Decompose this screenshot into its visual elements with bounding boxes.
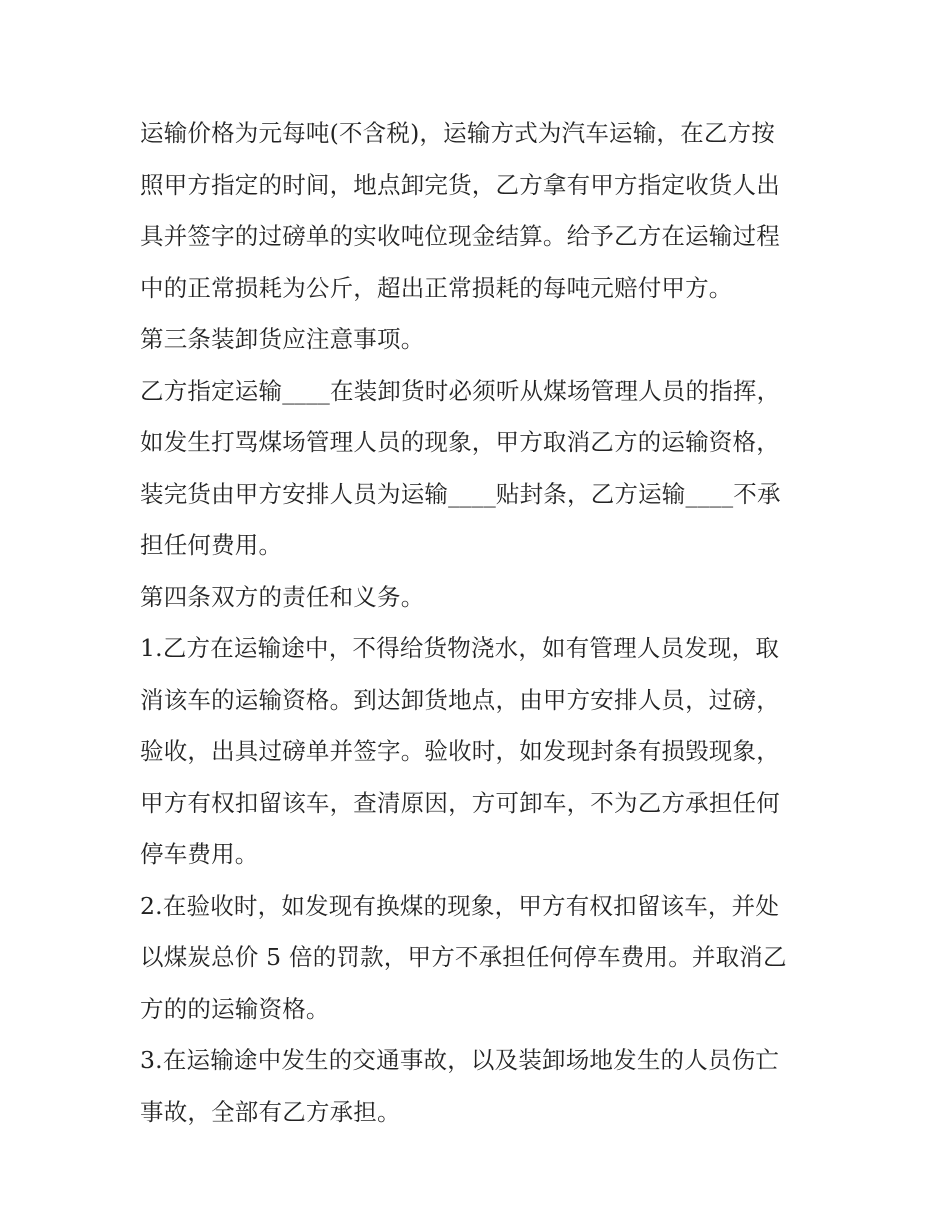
text-line: 3.在运输途中发生的交通事故，以及装卸场地发生的人员伤亡 bbox=[140, 1046, 780, 1074]
text-line: 甲方有权扣留该车，查清原因，方可卸车，不为乙方承担任何 bbox=[140, 788, 780, 817]
clause-1 bbox=[140, 623, 820, 881]
text-line: 第三条装卸货应注意事项。 bbox=[140, 325, 425, 353]
text-line: 方的的运输资格。 bbox=[140, 994, 330, 1023]
paragraph-transport-price bbox=[140, 108, 820, 314]
text-line: 1.乙方在运输途中，不得给货物浇水，如有管理人员发现，取 bbox=[140, 634, 780, 662]
document-body bbox=[140, 108, 820, 1138]
text-line: 装完货由甲方安排人员为运输____贴封条，乙方运输____不承 bbox=[140, 479, 781, 508]
text-line: 乙方指定运输____在装卸货时必须听从煤场管理人员的指挥， bbox=[140, 376, 781, 405]
text-line: 运输价格为元每吨(不含税)，运输方式为汽车运输，在乙方按 bbox=[140, 119, 775, 147]
text-line: 具并签字的过磅单的实收吨位现金结算。给予乙方在运输过程 bbox=[140, 222, 780, 250]
text-line: 验收，出具过磅单并签字。验收时，如发现封条有损毁现象， bbox=[140, 737, 780, 765]
text-line: 停车费用。 bbox=[140, 840, 259, 868]
text-line: 担任何费用。 bbox=[140, 531, 283, 559]
text-line: 以煤炭总价 5 倍的罚款，甲方不承担任何停车费用。并取消乙 bbox=[140, 943, 787, 971]
text-line: 照甲方指定的时间，地点卸完货，乙方拿有甲方指定收货人出 bbox=[140, 170, 780, 199]
heading-article-4 bbox=[140, 572, 820, 624]
text-line: 第四条双方的责任和义务。 bbox=[140, 582, 425, 611]
text-line: 消该车的运输资格。到达卸货地点，由甲方安排人员，过磅， bbox=[140, 685, 780, 714]
clause-2 bbox=[140, 881, 820, 1036]
heading-article-3 bbox=[140, 314, 820, 366]
text-line: 事故，全部有乙方承担。 bbox=[140, 1097, 401, 1126]
clause-3 bbox=[140, 1035, 820, 1138]
text-line: 中的正常损耗为公斤，超出正常损耗的每吨元赔付甲方。 bbox=[140, 273, 733, 302]
paragraph-loading-rules bbox=[140, 366, 820, 572]
text-line: 如发生打骂煤场管理人员的现象，甲方取消乙方的运输资格， bbox=[140, 428, 780, 456]
text-line: 2.在验收时，如发现有换煤的现象，甲方有权扣留该车，并处 bbox=[140, 891, 780, 920]
